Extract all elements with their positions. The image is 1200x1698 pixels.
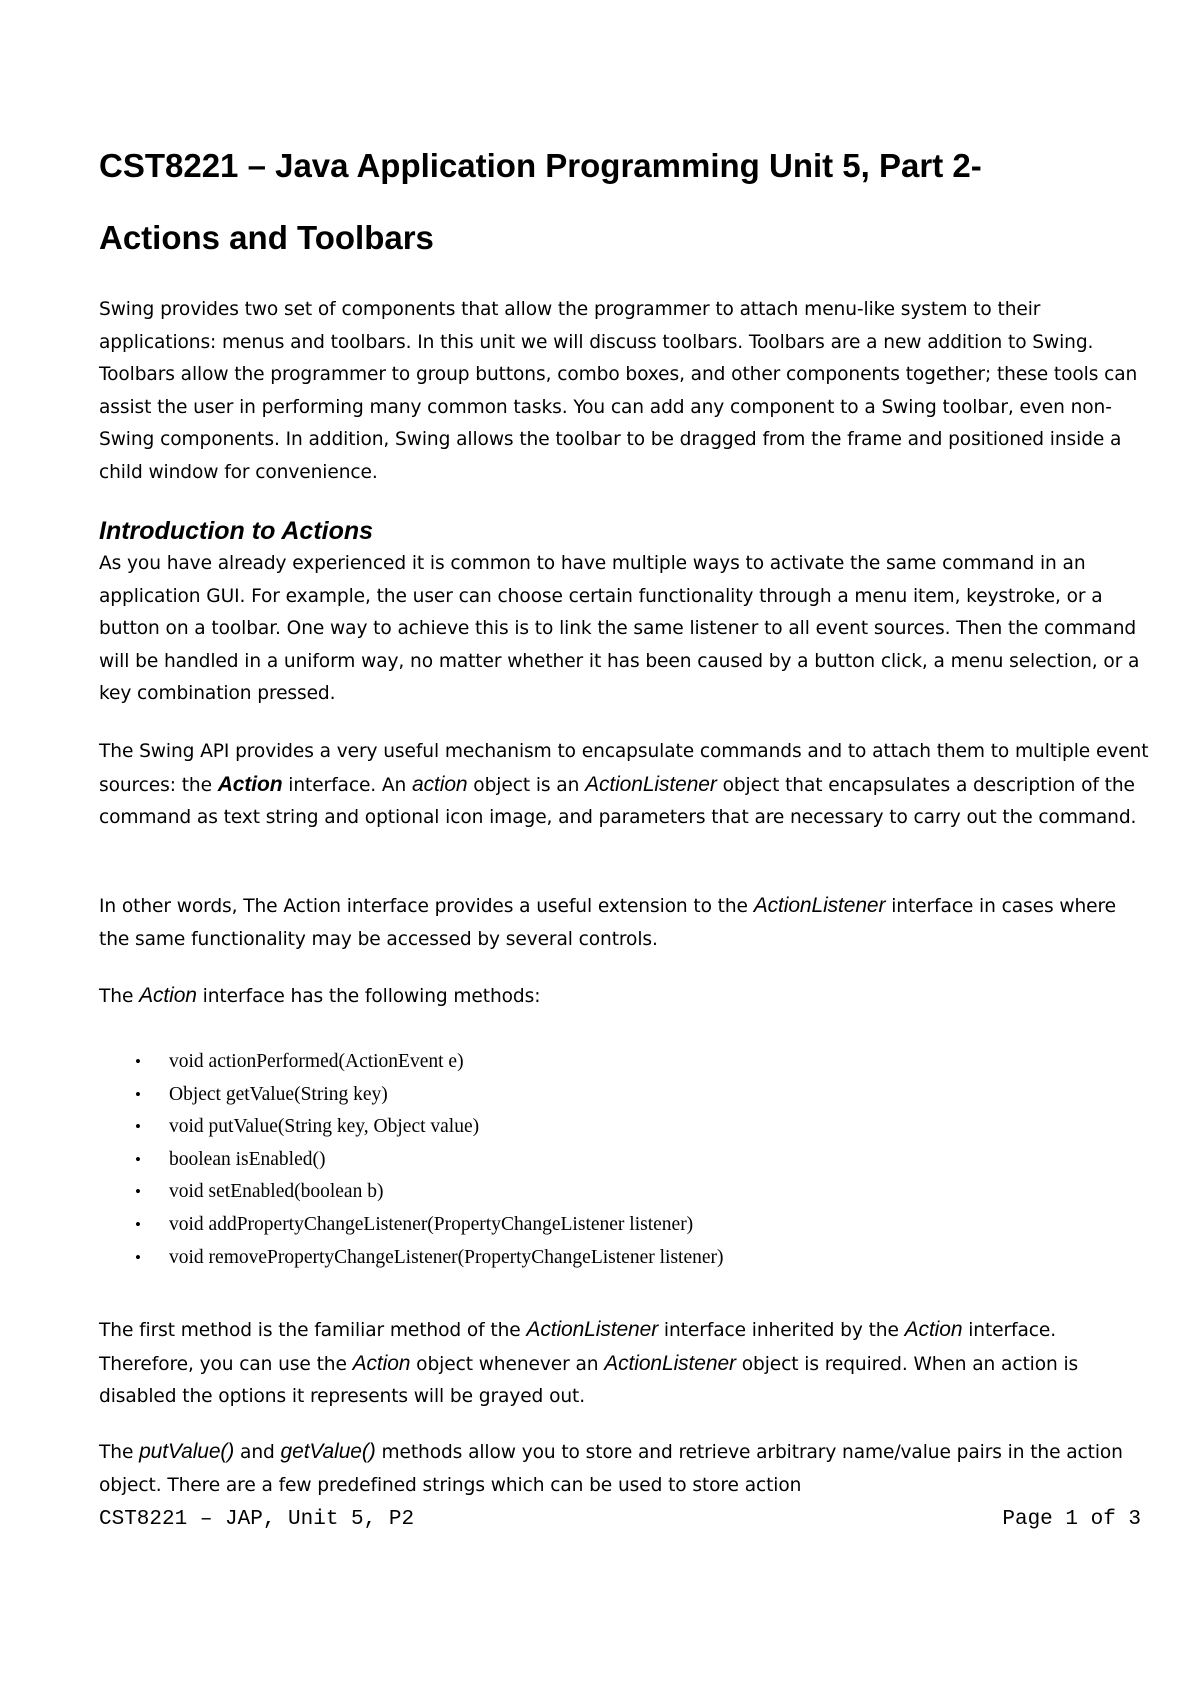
bullet-icon: • [135, 1247, 141, 1267]
action-term: Action [904, 1318, 963, 1341]
list-item: • void setEnabled(boolean b) [99, 1176, 724, 1209]
getvalue-term: getValue() [280, 1440, 376, 1463]
action-term: Action [139, 984, 197, 1007]
document-title-line-1: CST8221 – Java Application Programming Unit 5, Part 2- [99, 147, 982, 184]
list-item: • boolean isEnabled() [99, 1144, 724, 1177]
bullet-icon: • [135, 1149, 141, 1169]
actionlistener-term: ActionListener [526, 1318, 659, 1341]
page-footer [99, 1505, 1141, 1535]
other-words-paragraph: In other words, The Action interface provides a useful extension to the ActionListener interface in cases where the same functionality may be accessed by several controls. [99, 894, 1116, 950]
action-italic-term: action [412, 772, 468, 796]
list-item: • void addPropertyChangeListener(PropertyChangeListener listener) [99, 1209, 724, 1242]
actionlistener-term: ActionListener [585, 772, 717, 796]
list-item: • void putValue(String key, Object value) [99, 1111, 724, 1144]
bullet-icon: • [135, 1117, 141, 1137]
bullet-icon: • [135, 1052, 141, 1071]
actionlistener-term: ActionListener [753, 894, 886, 917]
footer-page-number: Page 1 of 3 [1002, 1508, 1141, 1531]
bullet-icon: • [135, 1182, 141, 1202]
list-item: • void removePropertyChangeListener(PropertyChangeListener listener) [99, 1242, 724, 1275]
methods-intro: The Action interface has the following methods: [99, 984, 541, 1007]
footer-course-label: CST8221 – JAP, Unit 5, P2 [99, 1508, 415, 1531]
putvalue-term: putValue() [139, 1440, 235, 1463]
action-bold-term: Action [217, 772, 283, 796]
intro-paragraph: Swing provides two set of components that allow the programmer to attach menu-like system to their applications: menus and toolbars. In this unit we will discuss toolbars. Toolbars are a new addition to Swing. Toolbars allow the programmer to group buttons, combo boxes, and other components together; these tools can assist the user in performing many common tasks. You can add any component to a Swing toolbar, even non-Swing components. In addition, Swing allows the toolbar to be dragged from the frame and positioned inside a child window for convenience. [99, 299, 1138, 483]
first-method-paragraph: The first method is the familiar method of the ActionListener interface inherited by the Action interface. Therefore, you can use the Action object whenever an ActionListener object is required. When an action is disabled the options it represents will be grayed out. [99, 1318, 1079, 1408]
section-heading-introduction-to-actions: Introduction to Actions [99, 517, 374, 545]
bullet-icon: • [135, 1214, 141, 1234]
list-item: • Object getValue(String key) [99, 1079, 724, 1112]
actionlistener-term: ActionListener [604, 1351, 736, 1375]
api-paragraph: The Swing API provides a very useful mechanism to encapsulate commands and to attach them to multiple event sources: the Action interface. An action object is an ActionListener object that encapsulates a description of the command as text string and optional icon image, and parameters that are necessary to carry out the command. [99, 741, 1149, 829]
action-term: Action [352, 1351, 411, 1375]
methods-list [99, 1046, 724, 1274]
actions-paragraph: As you have already experienced it is common to have multiple ways to activate the same command in an application GUI. For example, the user can choose certain functionality through a menu item, keystroke, or a button on a toolbar. One way to achieve this is to link the same listener to all event sources. Then the command will be handled in a uniform way, no matter whether it has been caused by a button click, a menu selection, or a key combination pressed. [99, 553, 1140, 705]
document-title-line-2: Actions and Toolbars [99, 219, 434, 256]
putvalue-paragraph: The putValue() and getValue() methods allow you to store and retrieve arbitrary name/value pairs in the action object. There are a few predefined strings which can be used to store action [99, 1440, 1123, 1496]
bullet-icon: • [135, 1084, 141, 1104]
list-item: • void actionPerformed(ActionEvent e) [99, 1046, 724, 1079]
